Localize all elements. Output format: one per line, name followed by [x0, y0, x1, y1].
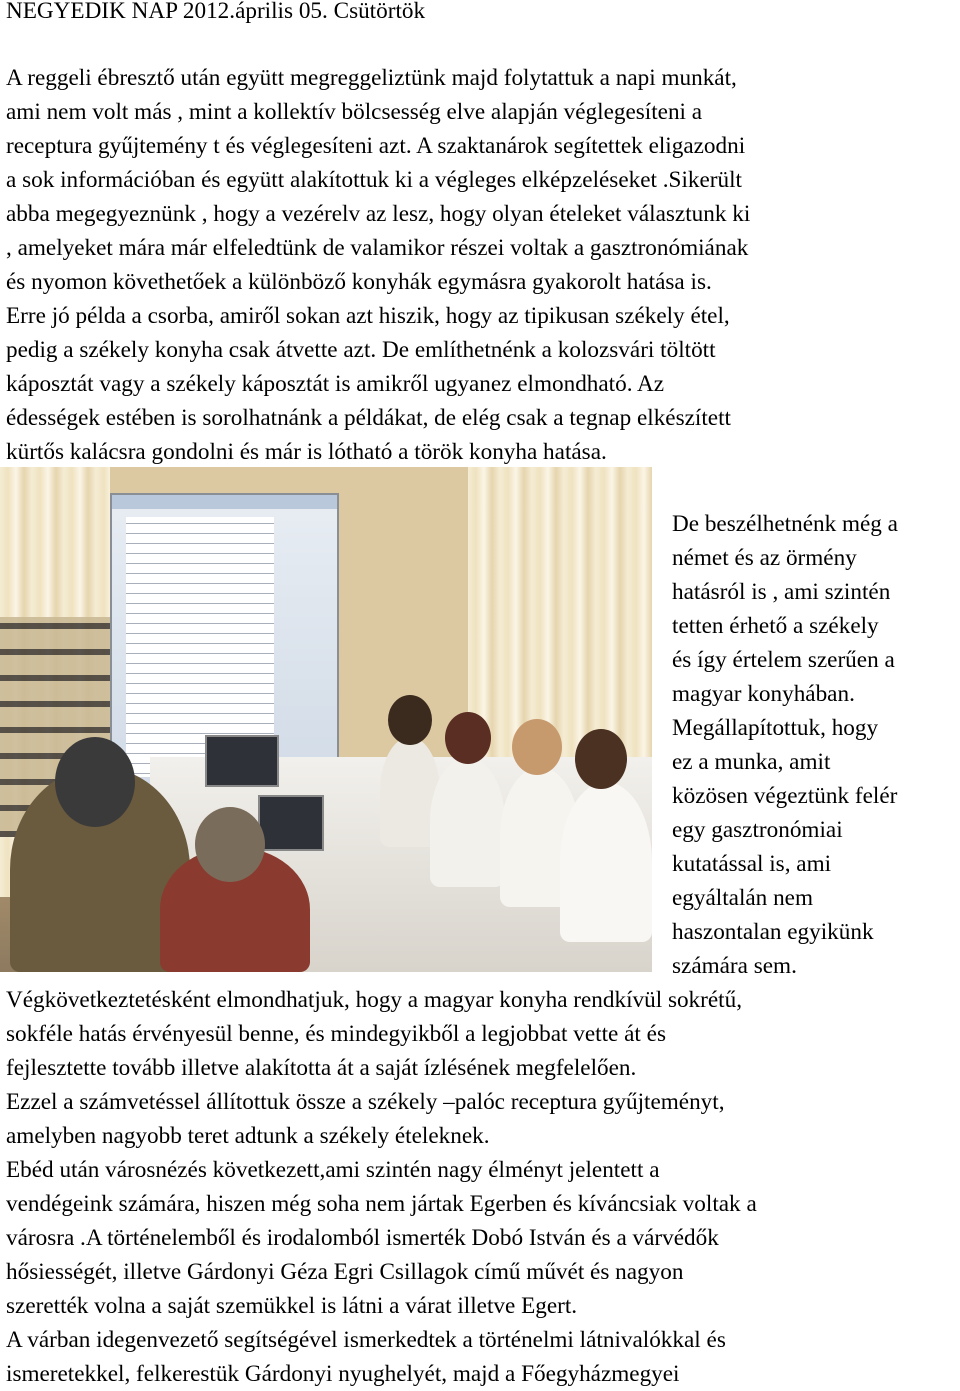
text-line: német és az örmény — [672, 545, 857, 571]
text-line: receptura gyűjtemény t és véglegesíteni azt. A szaktanárok segítettek eligazodni — [6, 133, 746, 159]
text-line: De beszélhetnénk még a — [672, 511, 898, 537]
text-line: tetten érhető a székely — [672, 613, 879, 639]
text-line: a sok információban és együtt alakítottuk ki a végleges elképzeléseket .Sikerült — [6, 167, 742, 193]
projected-toolbar — [112, 495, 337, 509]
page-heading: NEGYEDIK NAP 2012.április 05. Csütörtök — [6, 0, 426, 24]
text-line: számára sem. — [672, 953, 797, 979]
text-line: Végkövetkeztetésként elmondhatjuk, hogy a magyar konyha rendkívül sokrétű, — [6, 987, 742, 1013]
person-shape — [430, 757, 505, 887]
text-line: A várban idegenvezető segítségével ismerkedtek a történelmi látnivalókkal és — [6, 1327, 726, 1353]
text-line: hatásról is , ami szintén — [672, 579, 891, 605]
person-head-shape — [55, 737, 135, 827]
text-line: egyáltalán nem — [672, 885, 813, 911]
text-line: amelyben nagyobb teret adtunk a székely ételeknek. — [6, 1123, 490, 1149]
text-line: közösen végeztünk felér — [672, 783, 898, 809]
text-line: kutatással is, ami — [672, 851, 832, 877]
text-line: Ezzel a számvetéssel állítottuk össze a székely –palóc receptura gyűjteményt, — [6, 1089, 725, 1115]
text-line: és nyomon követhetőek a különböző konyhák egymásra gyakorolt hatása is. — [6, 269, 712, 295]
text-line: ez a munka, amit — [672, 749, 831, 775]
text-line: egy gasztronómiai — [672, 817, 843, 843]
text-line: pedig a székely konyha csak átvette azt. De említhetnénk a kolozsvári töltött — [6, 337, 716, 363]
text-line: fejlesztette tovább illetve alakította át a saját ízlésének megfelelően. — [6, 1055, 637, 1081]
text-line: , amelyeket mára már elfeledtünk de valamikor részei voltak a gasztronómiának — [6, 235, 749, 261]
person-head-shape — [512, 719, 562, 775]
text-line: káposztát vagy a székely káposztát is amikről ugyanez elmondható. Az — [6, 371, 665, 397]
person-head-shape — [575, 729, 627, 789]
text-line: és így értelem szerűen a — [672, 647, 895, 673]
text-line: városra .A történelemből és irodalomból ismerték Dobó István és a várvédők — [6, 1225, 719, 1251]
text-line: ami nem volt más , mint a kollektív bölcsesség elve alapján véglegesíteni a — [6, 99, 703, 125]
paragraph-conclusion — [6, 983, 958, 1391]
text-line: A reggeli ébresztő után együtt megreggeliztünk majd folytattuk a napi munkát, — [6, 65, 737, 91]
text-line: abba megegyeznünk , hogy a vezérelv az lesz, hogy olyan ételeket választunk ki — [6, 201, 751, 227]
text-line: Ebéd után városnézés következett,ami szintén nagy élményt jelentett a — [6, 1157, 660, 1183]
text-line: sokféle hatás érvényesül benne, és mindegyikből a legjobbat vette át és — [6, 1021, 666, 1047]
text-line: magyar konyhában. — [672, 681, 855, 707]
side-paragraph — [672, 507, 960, 983]
text-line: haszontalan egyikünk — [672, 919, 874, 945]
person-head-shape — [388, 695, 432, 745]
laptop-shape — [258, 795, 324, 851]
person-head-shape — [195, 807, 265, 882]
text-line: vendégeink számára, hiszen még soha nem jártak Egerben és kíváncsiak voltak a — [6, 1191, 757, 1217]
person-shape — [560, 782, 652, 942]
paragraph-intro — [6, 61, 958, 469]
text-line: Erre jó példa a csorba, amiről sokan azt hiszik, hogy az tipikusan székely étel, — [6, 303, 730, 329]
person-head-shape — [445, 712, 491, 764]
laptop-shape — [205, 735, 279, 787]
classroom-photo — [0, 467, 652, 972]
text-line: hősiességét, illetve Gárdonyi Géza Egri Csillagok című művét és nagyon — [6, 1259, 684, 1285]
text-line: Megállapítottuk, hogy — [672, 715, 879, 741]
text-line: ismeretekkel, felkerestük Gárdonyi nyughelyét, majd a Főegyházmegyei — [6, 1361, 680, 1387]
text-line: édességek estében is sorolhatnánk a példákat, de elég csak a tegnap elkészített — [6, 405, 731, 431]
text-line: kürtős kalácsra gondolni és már is lótható a török konyha hatása. — [6, 439, 607, 465]
text-line: szerették volna a saját szemükkel is látni a várat illetve Egert. — [6, 1293, 578, 1319]
